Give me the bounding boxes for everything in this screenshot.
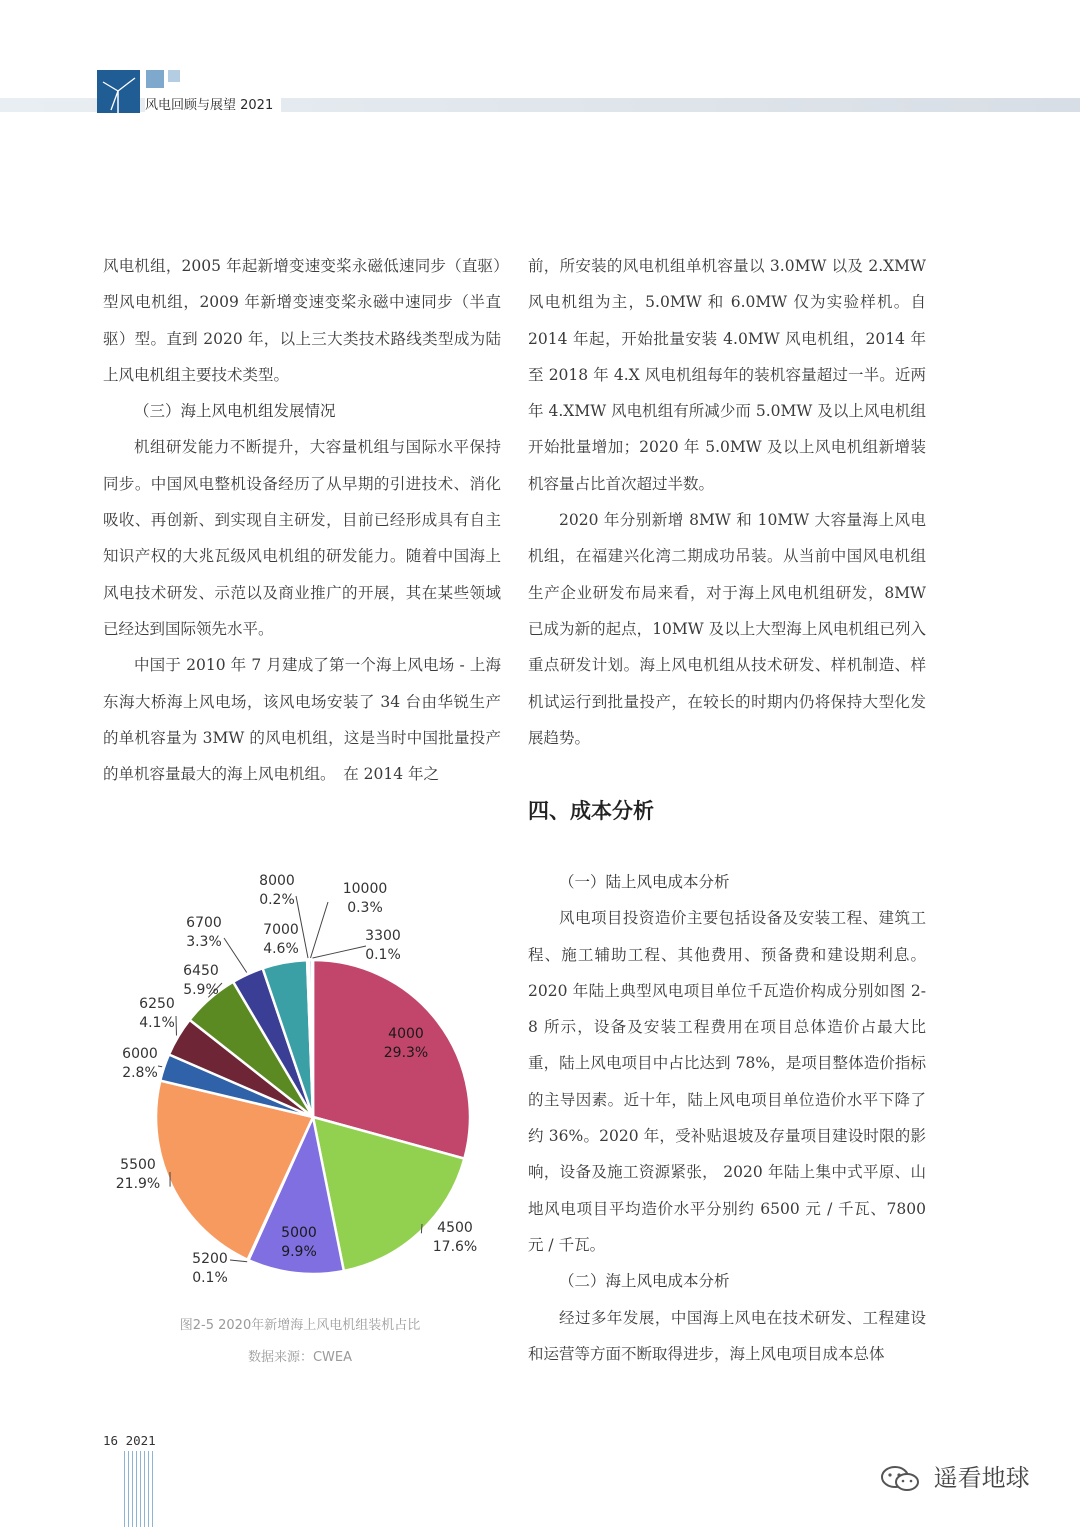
slice-percent-label: 5.9% <box>183 982 219 998</box>
leader-line-10000 <box>311 902 328 958</box>
right-column-lower <box>528 864 926 1372</box>
slice-category-label: 4000 <box>388 1026 424 1042</box>
slice-category-label: 5500 <box>120 1157 156 1173</box>
slice-percent-label: 0.2% <box>259 892 295 908</box>
slice-percent-label: 2.8% <box>122 1065 158 1081</box>
leader-line-6000 <box>158 1066 162 1067</box>
slice-category-label: 6700 <box>186 915 222 931</box>
footer-lines-decoration <box>124 1451 156 1527</box>
slice-category-label: 3300 <box>365 928 401 944</box>
paragraph: 风电机组，2005 年起新增变速变桨永磁低速同步（直驱）型风电机组，2009 年新增变速变桨永磁中速同步（半直驱）型。直到 2020 年，以上三大类技术路线类型成为陆上风电机组主要技术类型。 <box>103 257 501 384</box>
section-title: 四、成本分析 <box>528 799 654 823</box>
slice-percent-label: 29.3% <box>383 1045 429 1061</box>
leader-line-6700 <box>224 938 247 972</box>
subheading: （二）海上风电成本分析 <box>559 1272 730 1291</box>
header-title: 风电回顾与展望 2021 <box>145 97 281 115</box>
paragraph: 中国于 2010 年 7 月建成了第一个海上风电场 - 上海东海大桥海上风电场，该风电场安装了 34 台由华锐生产的单机容量为 3MW 的风电机组，这是当时中国批量投产的单机容量最大的海上风电机组。 在 2014 年之 <box>103 656 501 784</box>
slice-category-label: 10000 <box>342 881 388 897</box>
slice-percent-label: 0.3% <box>347 900 383 916</box>
slice-percent-label: 4.6% <box>263 941 299 957</box>
slice-percent-label: 0.1% <box>192 1270 228 1286</box>
paragraph: 2020 年分别新增 8MW 和 10MW 大容量海上风电机组，在福建兴化湾二期成功吊装。从当前中国风电机组生产企业研发布局来看，对于海上风电机组研发，8MW 已成为新的起点，10MW 及以上大型海上风电机组已列入重点研发计划。海上风电机组从技术研发、样机制造、样机试运行到批量投产，在较长的时期内仍将保持大型化发展趋势。 <box>528 511 926 747</box>
paragraph: 经过多年发展，中国海上风电在技术研发、工程建设和运营等方面不断取得进步，海上风电项目成本总体 <box>528 1308 926 1363</box>
watermark <box>880 1458 1030 1498</box>
slice-percent-label: 17.6% <box>432 1239 478 1255</box>
slice-category-label: 6450 <box>183 963 219 979</box>
page-number: 16 2021 <box>103 1433 156 1448</box>
slice-category-label: 6000 <box>122 1046 158 1062</box>
slice-category-label: 4500 <box>437 1220 473 1236</box>
leader-line-4500 <box>421 1224 422 1233</box>
watermark-text: 遥看地球 <box>933 1464 1030 1492</box>
slice-category-label: 8000 <box>259 873 295 889</box>
wechat-icon <box>880 1464 920 1494</box>
slice-category-label: 6250 <box>139 996 175 1012</box>
left-column <box>103 248 501 792</box>
paragraph: 机组研发能力不断提升，大容量机组与国际水平保持同步。中国风电整机设备经历了从早期的引进技术、消化吸收、再创新、到实现自主研发，目前已经形成具有自主知识产权的大兆瓦级风电机组的研发能力。随着中国海上风电技术研发、示范以及商业推广的开展，其在某些领域已经达到国际领先水平。 <box>103 438 501 638</box>
slice-percent-label: 4.1% <box>139 1015 175 1031</box>
chart-source: 数据来源：CWEA <box>247 1350 353 1365</box>
slice-category-label: 5000 <box>281 1225 317 1241</box>
right-column <box>528 248 926 756</box>
pie-chart <box>100 860 500 1300</box>
subheading: （三）海上风电机组发展情况 <box>134 402 336 421</box>
paragraph: 风电项目投资造价主要包括设备及安装工程、建筑工程、施工辅助工程、其他费用、预备费和建设期利息。2020 年陆上典型风电项目单位千瓦造价构成分别如图 2-8 所示，设备及安装工程费用在项目总体造价占最大比重，陆上风电项目中占比达到 78%，是项目整体造价指标的主导因素。近十年，陆上风电项目单位造价水平下降了约 36%。2020 年，受补贴退坡及存量项目建设时限的影响，设备及施工资源紧张， 2020 年陆上集中式平原、山地风电项目平均造价水平分别约 6500 元 / 千瓦、7800 元 / 千瓦。 <box>528 909 926 1254</box>
slice-category-label: 5200 <box>192 1251 228 1267</box>
wind-turbine-logo-icon <box>97 70 140 113</box>
slice-percent-label: 9.9% <box>281 1244 317 1260</box>
chart-caption: 图2-5 2020年新增海上风电机组装机占比 <box>179 1318 421 1333</box>
leader-line-3300 <box>313 946 366 958</box>
header-square-decoration <box>168 70 180 82</box>
slice-percent-label: 0.1% <box>365 947 401 963</box>
pie-slice-3300 <box>312 960 313 1117</box>
slice-percent-label: 3.3% <box>186 934 222 950</box>
leader-line-5200 <box>230 1260 247 1262</box>
header-square-decoration <box>146 70 164 88</box>
paragraph: 前，所安装的风电机组单机容量以 3.0MW 以及 2.XMW 风电机组为主，5.0MW 和 6.0MW 仅为实验样机。自 2014 年起，开始批量安装 4.0MW 风电机组，2014 年至 2018 年 4.X 风电机组每年的装机容量超过一半。近两年 4.XMW 风电机组有所减少而 5.0MW 及以上风电机组开始批量增加；2020 年 5.0MW 及以上风电机组新增装机容量占比首次超过半数。 <box>528 257 926 493</box>
slice-category-label: 7000 <box>263 922 299 938</box>
subheading: （一）陆上风电成本分析 <box>559 873 730 891</box>
slice-percent-label: 21.9% <box>115 1176 161 1192</box>
